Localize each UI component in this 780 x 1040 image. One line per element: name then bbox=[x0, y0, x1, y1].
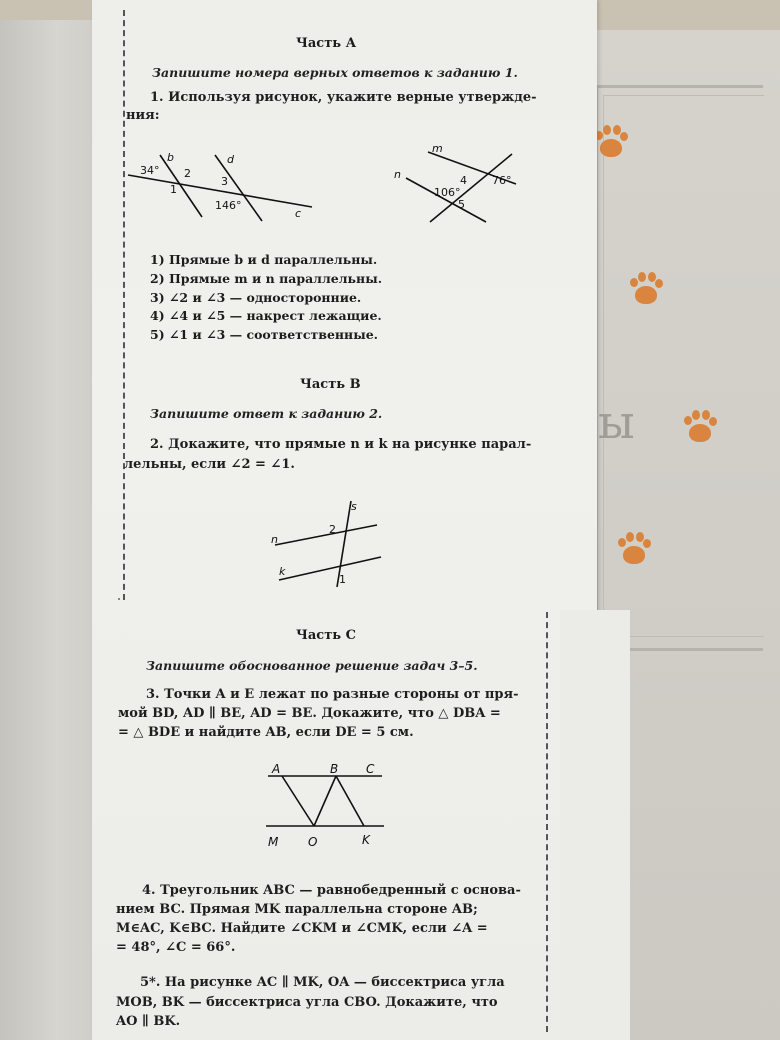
fig2-label-n: n bbox=[394, 168, 401, 181]
fig1-angle-34: 34° bbox=[140, 164, 160, 177]
task4-text-line3: M∈AC, K∈BC. Найдите ∠CKM и ∠CMK, если ∠A = bbox=[116, 921, 488, 936]
task1-option-4: 4) ∠4 и ∠5 — накрест лежащие. bbox=[150, 308, 382, 323]
task1-text-line1: 1. Используя рисунок, укажите верные утвержде- bbox=[150, 90, 537, 105]
fig3-label-n: n bbox=[271, 533, 278, 546]
paw-icon bbox=[682, 410, 718, 446]
fig1-label-1: 1 bbox=[170, 183, 177, 196]
worksheet-paper-lower bbox=[560, 610, 630, 1040]
fig3-label-s: s bbox=[351, 500, 357, 513]
task2-text-line1: 2. Докажите, что прямые n и k на рисунке парал- bbox=[150, 437, 532, 452]
paw-icon bbox=[628, 272, 664, 308]
fig1-angle-146: 146° bbox=[215, 199, 242, 212]
fig4-label-A: A bbox=[272, 762, 281, 776]
task1-option-3: 3) ∠2 и ∠3 — односторонние. bbox=[150, 290, 362, 305]
task1-option-2: 2) Прямые m и n параллельны. bbox=[150, 271, 383, 286]
task3-text-line3: = △ BDE и найдите AB, если DE = 5 см. bbox=[118, 725, 414, 740]
task3-figure bbox=[258, 758, 393, 853]
task2-figure bbox=[265, 495, 395, 590]
fig3-label-1: 1 bbox=[339, 573, 346, 586]
task2-text-line2: лельны, если ∠2 = ∠1. bbox=[124, 457, 295, 472]
task1-text-line2: ния: bbox=[126, 108, 160, 123]
part-c-instruction: Запишите обоснованное решение задач 3–5. bbox=[146, 658, 478, 673]
task3-text-line1: 3. Точки A и E лежат по разные стороны от пря- bbox=[146, 687, 519, 702]
fig1-label-b: b bbox=[167, 151, 174, 164]
part-a-heading: Часть А bbox=[296, 36, 357, 51]
fig1-label-d: d bbox=[227, 153, 234, 166]
task5-text-line2: MOB, BK — биссектриса угла CBO. Докажите, что bbox=[116, 995, 498, 1010]
part-b-instruction: Запишите ответ к заданию 2. bbox=[150, 406, 383, 421]
task4-text-line1: 4. Треугольник ABC — равнобедренный с основа- bbox=[142, 883, 521, 898]
cut-line-left bbox=[123, 10, 125, 600]
background-left-page bbox=[0, 20, 95, 1040]
fig2-label-5: 5 bbox=[458, 198, 465, 211]
task4-text-line4: = 48°, ∠C = 66°. bbox=[116, 940, 236, 955]
task4-text-line2: нием BC. Прямая MK параллельна стороне AB; bbox=[116, 902, 478, 917]
fig1-label-c: c bbox=[295, 207, 302, 220]
task1-option-5: 5) ∠1 и ∠3 — соответственные. bbox=[150, 327, 379, 342]
fig3-label-k: k bbox=[279, 565, 286, 578]
fig1-label-3: 3 bbox=[221, 175, 228, 188]
fig2-angle-76: 76° bbox=[492, 174, 512, 187]
fig4-label-M: M bbox=[268, 835, 279, 849]
paw-icon bbox=[616, 532, 652, 568]
fig4-label-B: B bbox=[330, 762, 339, 776]
fig1-label-2: 2 bbox=[184, 167, 191, 180]
part-c-heading: Часть С bbox=[296, 628, 356, 643]
part-a-instruction: Запишите номера верных ответов к заданию 1. bbox=[152, 65, 518, 80]
task3-text-line2: мой BD, AD ∥ BE, AD = BE. Докажите, что △ DBA = bbox=[118, 706, 501, 721]
fig2-label-4: 4 bbox=[460, 174, 467, 187]
fig4-label-K: K bbox=[362, 833, 370, 847]
paw-icon bbox=[593, 125, 629, 161]
cut-line-corner bbox=[118, 598, 120, 600]
fig4-label-C: C bbox=[366, 762, 375, 776]
part-b-heading: Часть В bbox=[300, 377, 361, 392]
task1-option-1: 1) Прямые b и d параллельны. bbox=[150, 252, 378, 267]
task1-figure-bd bbox=[120, 145, 330, 230]
fig4-label-O: O bbox=[308, 835, 318, 849]
task1-figure-mn bbox=[388, 138, 528, 228]
task5-text-line3: AO ∥ BK. bbox=[116, 1014, 181, 1029]
fig2-label-m: m bbox=[432, 142, 443, 155]
cut-line-right bbox=[546, 612, 548, 1032]
fig3-label-2: 2 bbox=[329, 523, 336, 536]
background-glyph: ы bbox=[598, 395, 635, 449]
fig2-angle-106: 106° bbox=[434, 186, 461, 199]
task5-text-line1: 5*. На рисунке AC ∥ MK, OA — биссектриса угла bbox=[140, 975, 505, 990]
